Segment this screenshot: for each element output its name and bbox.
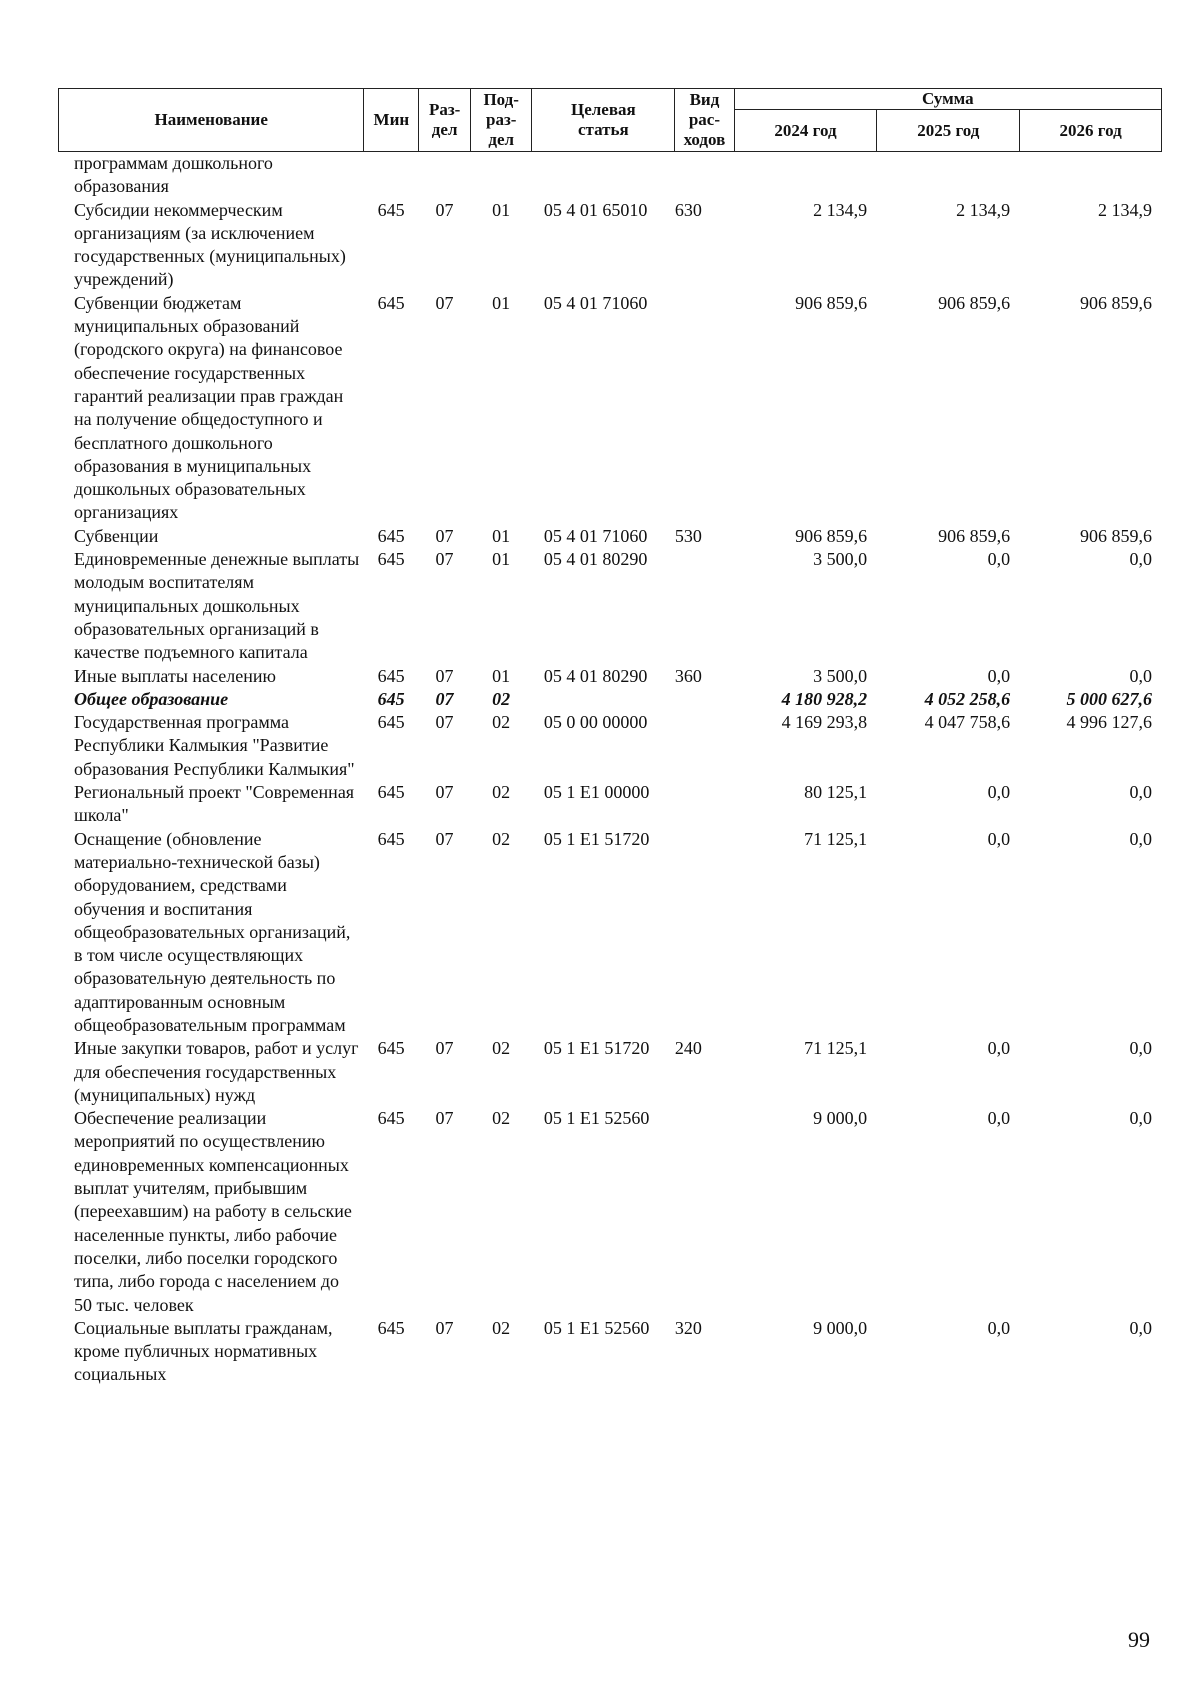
row-sum-2024: 4 169 293,8 xyxy=(781,712,868,733)
row-sum-2024 xyxy=(734,152,877,199)
row-vid xyxy=(675,688,734,711)
budget-table-page xyxy=(58,88,1162,1387)
row-vid xyxy=(675,292,734,525)
row-sum-2026: 0,0 xyxy=(1129,1317,1152,1338)
row-vid xyxy=(675,711,734,781)
row-podrazdel: 02 xyxy=(492,782,511,803)
table-body xyxy=(58,152,1162,1387)
row-target: 05 4 01 71060 xyxy=(543,525,648,546)
row-sum-2026 xyxy=(1020,152,1162,199)
header-vid: Вид рас- ходов xyxy=(675,89,734,152)
row-sum-2024: 3 500,0 xyxy=(813,549,868,570)
row-razdel: 07 xyxy=(435,688,454,709)
row-name: Иные выплаты населению xyxy=(74,665,276,686)
row-name: Субвенции xyxy=(74,525,159,546)
header-2024: 2024 год xyxy=(734,110,877,152)
row-name: Общее образование xyxy=(74,688,229,709)
row-name: Субвенции бюджетам муниципальных образований (городского округа) на финансовое обеспечение государственных гарантий реализации прав граждан на получение общедоступного и бесплатного дошкольного образования в муниципальных дошкольных образовательных организациях xyxy=(74,292,344,523)
row-sum-2026: 4 996 127,6 xyxy=(1066,712,1152,733)
row-min: 645 xyxy=(377,688,405,709)
table-row xyxy=(58,1317,1162,1387)
row-vid xyxy=(675,781,734,828)
row-vid xyxy=(675,1107,734,1317)
row-podrazdel: 02 xyxy=(492,1108,511,1129)
row-sum-2024: 80 125,1 xyxy=(804,782,868,803)
row-name: Иные закупки товаров, работ и услуг для обеспечения государственных (муниципальных) нужд xyxy=(74,1038,359,1105)
row-target: 05 1 E1 51720 xyxy=(543,1038,650,1059)
header-razdel: Раз- дел xyxy=(419,89,471,152)
row-min: 645 xyxy=(377,1038,405,1059)
row-podrazdel: 01 xyxy=(492,549,511,570)
row-min: 645 xyxy=(377,712,405,733)
row-razdel xyxy=(419,152,471,199)
row-vid: 530 xyxy=(674,525,702,546)
row-target: 05 1 E1 00000 xyxy=(543,782,650,803)
row-name: Единовременные денежные выплаты молодым воспитателям муниципальных дошкольных образовательных организаций в качестве подъемного капитала xyxy=(74,549,360,663)
header-name: Наименование xyxy=(59,89,364,152)
row-vid xyxy=(675,548,734,664)
row-sum-2025: 906 859,6 xyxy=(938,292,1011,313)
row-target: 05 4 01 71060 xyxy=(543,292,648,313)
row-sum-2025: 4 052 258,6 xyxy=(924,688,1011,709)
row-sum-2026: 2 134,9 xyxy=(1098,199,1152,220)
table-row xyxy=(58,688,1162,711)
row-podrazdel: 02 xyxy=(492,712,511,733)
row-podrazdel: 02 xyxy=(492,1317,511,1338)
header-podrazdel: Под- раз- дел xyxy=(470,89,532,152)
row-target: 05 1 E1 52560 xyxy=(543,1108,650,1129)
row-target xyxy=(532,688,675,711)
row-name: Оснащение (обновление материально-технической базы) оборудованием, средствами обучения и воспитания общеобразовательных организаций, в том числе осуществляющих образовательную деятельность по адаптированным основным общеобразовательным программам xyxy=(74,828,351,1035)
row-vid: 240 xyxy=(674,1038,702,1059)
header-target: Целевая статья xyxy=(532,89,675,152)
row-target: 05 4 01 80290 xyxy=(543,549,648,570)
row-min: 645 xyxy=(377,782,405,803)
header-min: Мин xyxy=(364,89,419,152)
row-sum-2024: 9 000,0 xyxy=(813,1108,868,1129)
row-sum-2024: 71 125,1 xyxy=(804,1038,868,1059)
row-razdel: 07 xyxy=(435,1038,454,1059)
row-name: Обеспечение реализации мероприятий по осуществлению единовременных компенсационных выплат учителям, прибывшим (переехавшим) на работу в сельские населенные пункты, либо рабочие поселки, либо поселки городского типа, либо города с населением до 50 тыс. человек xyxy=(74,1108,352,1315)
row-sum-2026: 0,0 xyxy=(1129,1038,1152,1059)
row-sum-2026: 5 000 627,6 xyxy=(1066,688,1152,709)
row-min: 645 xyxy=(377,665,405,686)
row-vid xyxy=(675,828,734,1038)
row-name: Социальные выплаты гражданам, кроме публичных нормативных социальных xyxy=(74,1317,333,1385)
row-name: Региональный проект "Современная школа" xyxy=(74,782,355,826)
row-min: 645 xyxy=(377,1317,405,1338)
row-razdel: 07 xyxy=(435,292,454,313)
row-sum-2024: 906 859,6 xyxy=(795,292,868,313)
row-sum-2026: 0,0 xyxy=(1129,549,1152,570)
row-sum-2024: 4 180 928,2 xyxy=(781,688,868,709)
row-vid: 630 xyxy=(674,199,702,220)
row-sum-2025: 0,0 xyxy=(987,665,1011,686)
row-target: 05 0 00 00000 xyxy=(543,712,648,733)
page-number: 99 xyxy=(1128,1627,1150,1652)
row-sum-2025: 0,0 xyxy=(987,782,1011,803)
header-2026: 2026 год xyxy=(1020,110,1162,152)
row-name: Государственная программа Республики Калмыкия "Развитие образования Республики Калмыкия" xyxy=(74,712,355,779)
table-row xyxy=(58,548,1162,664)
row-min: 645 xyxy=(377,199,405,220)
row-sum-2026: 906 859,6 xyxy=(1080,525,1152,546)
row-razdel: 07 xyxy=(435,199,454,220)
row-razdel: 07 xyxy=(435,1108,454,1129)
row-razdel: 07 xyxy=(435,525,454,546)
row-podrazdel: 01 xyxy=(492,665,511,686)
row-sum-2025: 906 859,6 xyxy=(938,525,1011,546)
table-row xyxy=(58,828,1162,1038)
row-podrazdel: 02 xyxy=(492,688,511,709)
row-vid xyxy=(675,152,734,199)
row-podrazdel: 02 xyxy=(492,828,511,849)
row-razdel: 07 xyxy=(435,712,454,733)
row-podrazdel xyxy=(470,152,532,199)
row-razdel: 07 xyxy=(435,549,454,570)
row-sum-2024: 906 859,6 xyxy=(795,525,868,546)
table-row xyxy=(58,1037,1162,1107)
row-sum-2024: 9 000,0 xyxy=(813,1317,868,1338)
row-min: 645 xyxy=(377,549,405,570)
row-sum-2025: 0,0 xyxy=(987,1038,1011,1059)
row-target: 05 1 E1 51720 xyxy=(543,828,650,849)
row-name: Субсидии некоммерческим организациям (за исключением государственных (муниципальных) учреждений) xyxy=(74,199,346,290)
row-sum-2025: 0,0 xyxy=(987,549,1011,570)
row-sum-2024: 3 500,0 xyxy=(813,665,868,686)
row-sum-2025: 0,0 xyxy=(987,828,1011,849)
table-row xyxy=(58,1107,1162,1317)
table-row xyxy=(58,525,1162,548)
row-min: 645 xyxy=(377,828,405,849)
row-min: 645 xyxy=(377,1108,405,1129)
table-row xyxy=(58,199,1162,292)
row-sum-2025 xyxy=(877,152,1020,199)
table-row xyxy=(58,781,1162,828)
header-summa: Сумма xyxy=(734,89,1161,110)
row-sum-2026: 0,0 xyxy=(1129,782,1152,803)
row-sum-2025: 4 047 758,6 xyxy=(924,712,1011,733)
table-row xyxy=(58,152,1162,199)
header-2025: 2025 год xyxy=(877,110,1020,152)
row-target: 05 4 01 65010 xyxy=(543,199,648,220)
row-sum-2025: 2 134,9 xyxy=(956,199,1011,220)
row-razdel: 07 xyxy=(435,1317,454,1338)
row-target: 05 1 E1 52560 xyxy=(543,1317,650,1338)
table-row xyxy=(58,292,1162,525)
row-target: 05 4 01 80290 xyxy=(543,665,648,686)
row-sum-2026: 906 859,6 xyxy=(1080,292,1152,313)
row-target xyxy=(532,152,675,199)
table-rows xyxy=(58,152,1162,1387)
row-razdel: 07 xyxy=(435,782,454,803)
row-sum-2025: 0,0 xyxy=(987,1317,1011,1338)
row-vid: 320 xyxy=(674,1317,702,1338)
row-sum-2024: 2 134,9 xyxy=(813,199,868,220)
row-sum-2025: 0,0 xyxy=(987,1108,1011,1129)
row-sum-2026: 0,0 xyxy=(1129,665,1152,686)
row-sum-2024: 71 125,1 xyxy=(804,828,868,849)
row-min xyxy=(364,152,419,199)
row-razdel: 07 xyxy=(435,828,454,849)
row-podrazdel: 02 xyxy=(492,1038,511,1059)
row-min: 645 xyxy=(377,525,405,546)
row-vid: 360 xyxy=(674,665,702,686)
row-razdel: 07 xyxy=(435,665,454,686)
row-sum-2026: 0,0 xyxy=(1129,828,1152,849)
row-sum-2026: 0,0 xyxy=(1129,1108,1152,1129)
table-row xyxy=(58,711,1162,781)
row-podrazdel: 01 xyxy=(492,525,511,546)
table-header xyxy=(58,88,1162,152)
table-row xyxy=(58,665,1162,688)
row-name: программам дошкольного образования xyxy=(74,153,273,197)
row-min: 645 xyxy=(377,292,405,313)
row-podrazdel: 01 xyxy=(492,292,511,313)
row-podrazdel: 01 xyxy=(492,199,511,220)
